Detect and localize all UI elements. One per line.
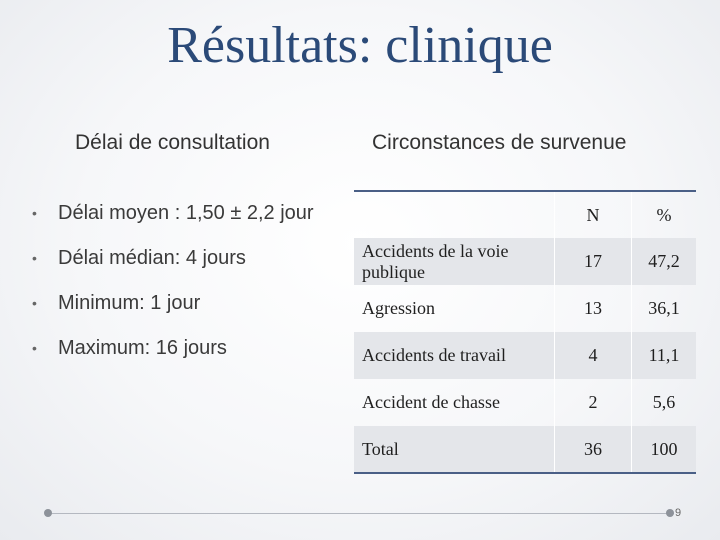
row-percent: 11,1: [648, 345, 680, 365]
bullet-dot-icon: •: [32, 250, 37, 266]
bullet-text: Minimum: 1 jour: [58, 292, 201, 314]
table-header-row: [354, 191, 696, 238]
circumstances-table: [354, 190, 696, 474]
table-row: [354, 332, 696, 379]
row-percent: 5,6: [652, 392, 676, 412]
footer-dot-left-icon: [44, 509, 52, 517]
bullet-dot-icon: •: [32, 205, 37, 221]
table-row: [354, 379, 696, 426]
bullet-item: [30, 290, 330, 316]
bullet-text: Délai médian: 4 jours: [58, 247, 246, 269]
row-n: 2: [555, 379, 632, 426]
header-percent: %: [656, 204, 672, 225]
bullet-text: Délai moyen : 1,50 ± 2,2 jour: [58, 202, 314, 224]
bullet-text: Maximum: 16 jours: [58, 337, 227, 359]
right-heading: Circonstances de survenue: [372, 131, 627, 154]
left-heading: Délai de consultation: [75, 131, 270, 154]
row-n: 13: [555, 285, 632, 332]
table-row: [354, 238, 696, 285]
bullet-dot-icon: •: [32, 340, 37, 356]
footer-dot-right-icon: [666, 509, 674, 517]
row-label: Accidents de travail: [362, 345, 506, 366]
table-row-total: [354, 426, 696, 473]
page-number: 9: [675, 507, 682, 519]
row-label: Accident de chasse: [362, 392, 500, 413]
row-label: Accidents de la voie publique: [362, 240, 509, 282]
slide-title: Résultats: clinique: [167, 17, 553, 74]
row-percent: 36,1: [648, 298, 680, 318]
header-n: N: [555, 191, 632, 238]
bullet-list: [30, 200, 330, 380]
row-percent: 47,2: [648, 251, 680, 271]
header-label-cell: [354, 191, 555, 238]
bullet-dot-icon: •: [32, 295, 37, 311]
bullet-item: [30, 335, 330, 361]
row-label: Total: [362, 438, 399, 459]
row-n: 36: [555, 426, 632, 473]
bullet-item: [30, 245, 330, 271]
row-n: 17: [555, 238, 632, 285]
row-label: Agression: [362, 298, 435, 319]
footer-divider: [48, 513, 674, 514]
row-percent: 100: [650, 438, 678, 459]
row-n: 4: [555, 332, 632, 379]
table-row: [354, 285, 696, 332]
bullet-item: [30, 200, 330, 226]
